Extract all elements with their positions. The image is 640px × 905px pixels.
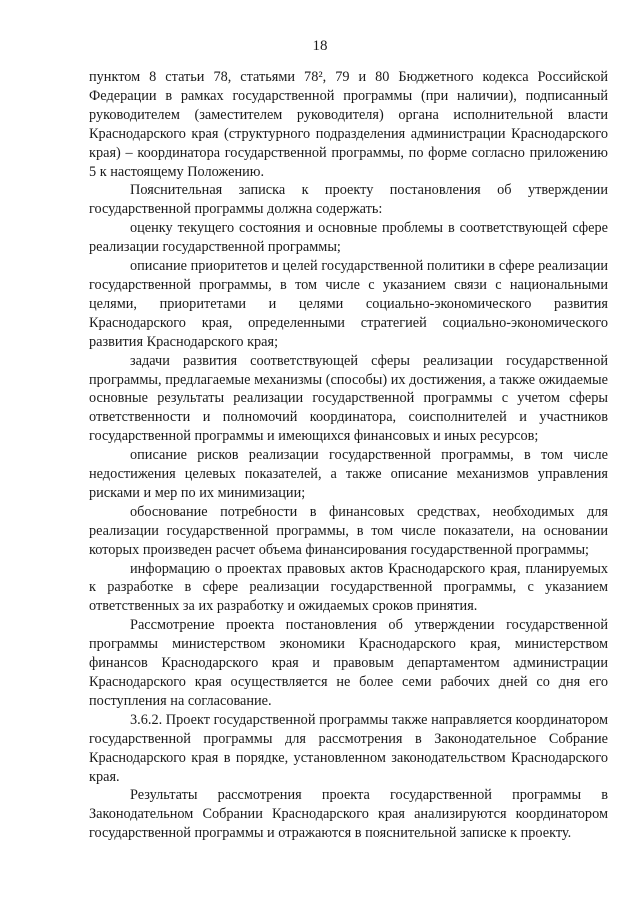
paragraph-list-item: оценку текущего состояния и основные проблемы в соответствующей сфере реализации государственной программы;: [89, 220, 608, 256]
paragraph-list-item: задачи развития соответствующей сферы реализации государственной программы, предлагаемые механизмы (способы) их достижения, а также ожидаемые основные результаты реализации государственной программы с учетом сферы ответственности и полномочий координатора, соисполнителей и участников государственной программы и имеющихся финансовых и иных ресурсов;: [89, 352, 608, 445]
paragraph-explanatory-note-intro: Пояснительная записка к проекту постановления об утверждении государственной программы должна содержать:: [89, 182, 608, 218]
page-number: 18: [312, 38, 328, 54]
document-body: [89, 68, 608, 843]
paragraph-list-item: описание приоритетов и целей государственной политики в сфере реализации государственной программы, в том числе с указанием связи с национальными целями, приоритетами и целями социально-экономического развития Краснодарского края, определенными стратегией социально-экономического развития Краснодарского края;: [89, 258, 608, 350]
paragraph-list-item: обоснование потребности в финансовых средствах, необходимых для реализации государственной программы, в том числе показатели, на основании которых произведен расчет объема финансирования государственной программы;: [89, 503, 608, 558]
paragraph-continuation: пунктом 8 статьи 78, статьями 78², 79 и 80 Бюджетного кодекса Российской Федерации в рамках государственной программы (при наличии), подписанный руководителем (заместителем руководителя) органа исполнительной власти Краснодарского края (структурного подразделения администрации Краснодарского края) – координатора государственной программы, по форме согласно приложению 5 к настоящему Положению.: [89, 69, 608, 180]
paragraph-section-3-6-2: 3.6.2. Проект государственной программы также направляется координатором государственной программы для рассмотрения в Законодательное Собрание Краснодарского края в порядке, установленном законодательством Краснодарского края.: [89, 711, 608, 785]
paragraph-list-item: описание рисков реализации государственной программы, в том числе недостижения целевых показателей, а также описание механизмов управления рисками и мер по их минимизации;: [89, 447, 608, 501]
paragraph-results: Результаты рассмотрения проекта государственной программы в Законодательном Собрании Краснодарского края анализируются координатором государственной программы и отражаются в пояснительной записке к проекту.: [89, 787, 608, 842]
paragraph-list-item: информацию о проектах правовых актов Краснодарского края, планируемых к разработке в сфере реализации государственной программы, с указанием ответственных за их разработку и ожидаемых сроков принятия.: [89, 560, 608, 615]
paragraph-review: Рассмотрение проекта постановления об утверждении государственной программы министерством экономики Краснодарского края, министерством финансов Краснодарского края и правовым департаментом администрации Краснодарского края осуществляется не более семи рабочих дней со дня его поступления на согласование.: [89, 617, 608, 709]
